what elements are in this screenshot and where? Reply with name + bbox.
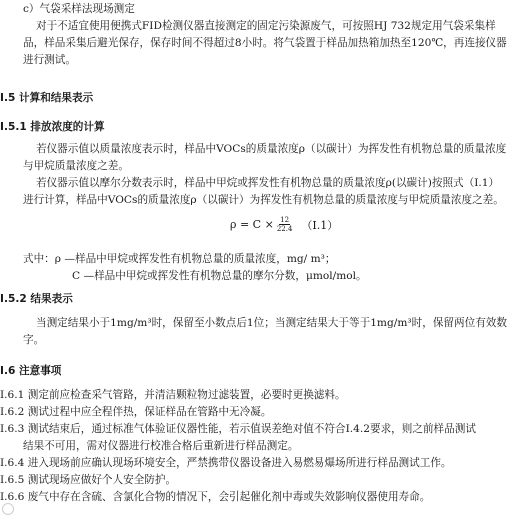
watermark [2,503,17,515]
formula-lhs: ρ = C × [230,218,274,231]
i64-item: I.6.4 进入现场前应确认现场环境安全，严禁携带仪器设备进入易燃易爆场所进行样品测试工作。 [0,457,452,469]
i63-item-line-2: 结果不可用，需对仪器进行校准合格后重新进行样品测定。 [23,440,299,452]
formula-denominator: 22.4 [276,225,293,233]
i51-para1-line2: 与甲烷质量浓度之差。 [23,160,129,172]
where-line-1: 式中：ρ —样品中甲烷或挥发性有机物总量的质量浓度，mg/ m³； [23,253,336,265]
bag-line-2: 品，样品采集后避光保存，保存时间不得超过8小时。将气袋置于样品加热箱加热至120℃，再连接仪器 [23,37,507,49]
watermark-logo-icon [2,503,14,515]
formula-label: （I.1） [301,218,339,232]
i51-para1-line1: 若仪器示值以质量浓度表示时，样品中VOCs的质量浓度ρ（以碳计）为挥发性有机物总量的质量浓度 [36,143,507,155]
i62-item: I.6.2 测试过程中应全程伴热，保证样品在管路中无冷凝。 [0,406,272,418]
i51-para2-line1: 若仪器示值以摩尔分数表示时，样品中甲烷或挥发性有机物总量的质量浓度ρ(以碳计)按照式（I.1） [36,177,500,189]
section-i52-title: I.5.2 结果表示 [0,293,73,305]
i51-para2-line2: 进行计算，样品中VOCs的质量浓度ρ（以碳计）为挥发性有机物总量的质量浓度与甲烷质量浓度之差。 [23,194,504,206]
formula-numerator: 12 [280,216,290,224]
where-line-2: C —样品中甲烷或挥发性有机物总量的摩尔分数，μmol/mol。 [72,270,367,282]
i65-item: I.6.5 测试现场应做好个人安全防护。 [0,474,177,486]
i61-item: I.6.1 测定前应检查采气管路，并清洁颗粒物过滤装置，必要时更换滤料。 [0,389,346,401]
i52-line-2: 字。 [23,334,45,346]
bag-line-3: 进行测试。 [23,54,76,66]
bag-line-1: 对于不适宜使用便携式FID检测仪器直接测定的固定污染源废气，可按照HJ 732规定用气袋采集样 [36,20,496,32]
section-i6-title: I.6 注意事项 [0,365,62,377]
formula-fraction [277,216,293,233]
bag-title: c）气袋采样法现场测定 [23,3,135,15]
section-i51-title: I.5.1 排放浓度的计算 [0,121,105,133]
i66-item: I.6.6 废气中存在含硫、含氯化合物的情况下，会引起催化剂中毒或失效影响仪器使用寿命。 [0,491,431,503]
section-i5-title: I.5 计算和结果表示 [0,92,94,104]
i52-line-1: 当测定结果小于1mg/m³时，保留至小数点后1位；当测定结果大于等于1mg/m³时，保留两位有效数 [36,317,507,329]
i63-item-line-1: I.6.3 测试结束后，通过标准气体验证仪器性能，若示值误差绝对值不符合I.4.2要求，则之前样品测试 [0,423,476,435]
formula-i1 [230,216,338,233]
